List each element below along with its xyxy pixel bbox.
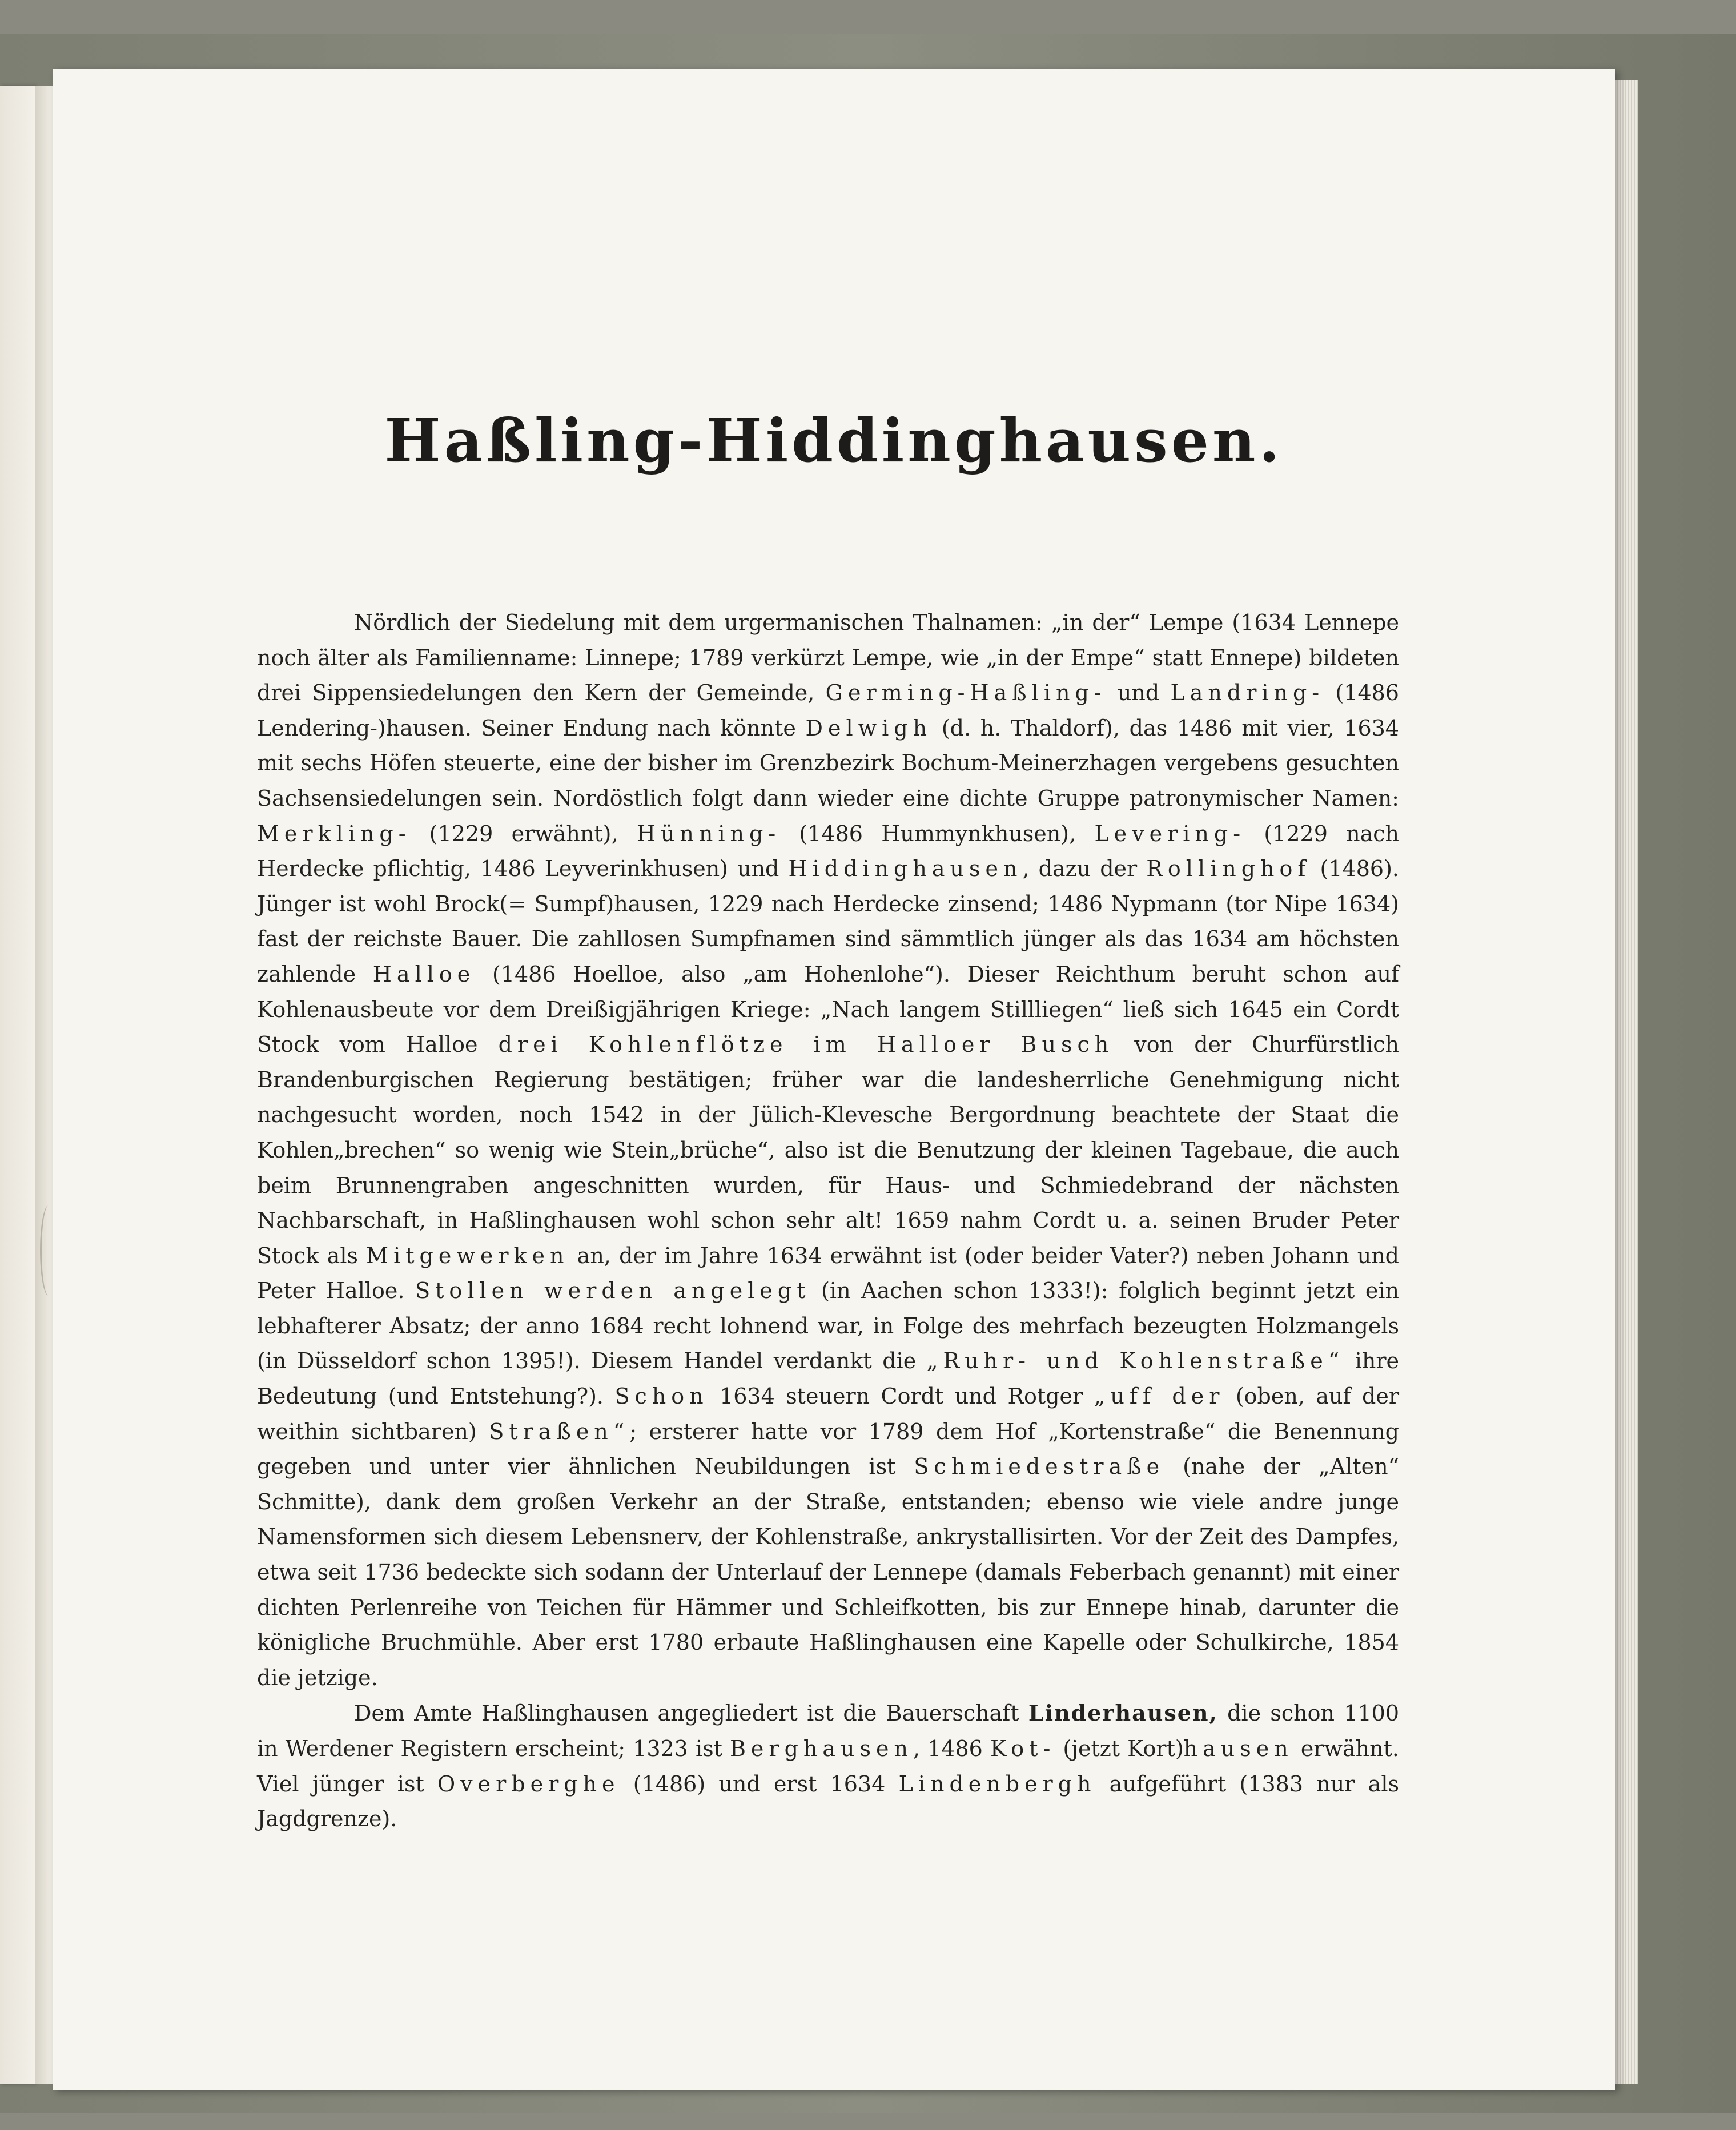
page-title: Haßling-Hiddinghausen. [384,405,1283,476]
text-run: , 1486 [913,1736,990,1761]
spaced-place-name: Halloe [372,961,476,987]
text-run: Nördlich der Siedelung mit dem urgermanischen Thalnamen: „in der“ Lempe (1634 Lennepe noch älter als Familienname: Linnepe; 1789 verkürzt Lempe, wie „in der Empe“ statt Ennepe) bildeten drei Sippensiedelungen den Kern der Gemeinde, [257,610,1399,706]
text-run: (1486 Hoelloe, also „am Hohenlohe“). Dieser Reichthum beruht schon auf Kohlenausbeute vor dem Dreißigjährigen Kriege: „Nach langem Stillliegen“ ließ sich 1645 ein Cordt Stock vom Halloe [257,961,1399,1058]
book-gutter [35,86,53,2084]
paragraph [257,1695,1399,1836]
text-run: ihre Bedeutung (und Entstehung?). [257,1348,1400,1409]
text-run: an, der im Jahre 1634 erwähnt ist (oder beider Vater?) neben Johann und Peter Halloe. [257,1243,1399,1304]
text-run: (1229 nach Herdecke pflichtig, 1486 Leyverinkhusen) und [257,821,1400,882]
text-run: Dem Amte Haßlinghausen angegliedert ist die Bauerschaft [354,1701,1028,1726]
text-run: 1634 steuern Cordt und Rotger [708,1384,1094,1409]
spaced-place-name: Lindenbergh [898,1771,1096,1797]
spaced-place-name: Schmiedestraße [914,1454,1165,1480]
text-run: ; ersterer hatte vor 1789 dem Hof „Kortenstraße“ die Benennung gegeben und unter vier ähnlichen Neubildungen ist [257,1418,1399,1480]
text-run: (jetzt Kort) [1055,1736,1184,1761]
spaced-place-name: Schon [614,1384,709,1409]
text-run: (1486). Jünger ist wohl Brock(= Sumpf)hausen, 1229 nach Herdecke zinsend; 1486 Nypmann (tor Nipe 1634) fast der reichste Bauer. Die zahllosen Sumpfnamen sind sämmtlich jünger als das 1634 am höchsten zahlende [257,856,1399,987]
spaced-place-name: Delwigh [805,715,933,741]
spaced-place-name: Merkling- [257,821,411,846]
text-run: (1486 Hummynkhusen), [781,821,1095,846]
text-run: (nahe der „Alten“ Schmitte), dank dem großen Verkehr an der Straße, entstanden; ebenso wie viele andre junge Namensformen sich diesem Lebensnerv, der Kohlenstraße, ankrystallisirten. Vor der Zeit des Dampfes, etwa seit 1736 bedeckte sich sodann der Unterlauf der Lennepe (damals Feberbach genannt) mit einer dichten Perlenreihe von Teichen für Hämmer und Schleifkotten, bis zur Ennepe hinab, darunter die königliche Bruchmühle. Aber erst 1780 erbaute Haßlinghausen eine Kapelle oder Schulkirche, 1854 die jetzige. [257,1454,1399,1690]
spaced-place-name: Levering- [1094,821,1246,846]
bold-place-name: Linderhausen, [1028,1700,1218,1726]
text-run: (in Aachen schon 1333!): folglich beginnt jetzt ein lebhafterer Absatz; der anno 1684 recht lohnend war, in Folge des mehrfach bezeugten Holzmangels (in Düsseldorf schon 1395!). Diesem Handel verdankt die [257,1278,1399,1374]
spaced-place-name: Straßen“ [489,1418,630,1444]
spaced-place-name: „uff der [1094,1384,1225,1409]
spaced-place-name: Landring- [1170,680,1325,706]
text-run: und [1106,680,1171,706]
text-run: erwähnt. Viel jünger ist [257,1736,1399,1797]
text-run: (1486 Lendering-)hausen. Seiner Endung nach könnte [257,680,1399,741]
spaced-place-name: „Ruhr- und Kohlenstraße“ [926,1348,1345,1374]
text-run: von der Churfürstlich Brandenburgischen Regierung bestätigen; früher war die landesherrliche Genehmigung nicht nachgesucht worden, noch 1542 in der Jülich-Klevesche Bergordnung beachtete der Staat die Kohlen„brechen“ so wenig wie Stein„brüche“, also ist die Benutzung der kleinen Tagebaue, die auch beim Brunnengraben angeschnitten wurden, für Haus- und Schmiedebrand der nächsten Nachbarschaft, in Haßlinghausen wohl schon sehr alt! 1659 nahm Cordt u. a. seinen Bruder Peter Stock als [257,1032,1399,1268]
text-run: (oben, auf der weithin sichtbaren) [257,1384,1399,1444]
spaced-place-name: drei Kohlenflötze im Halloer Busch [498,1032,1114,1058]
text-run: (1229 erwähnt), [411,821,637,846]
page-stack-edge [1615,80,1638,2084]
spaced-place-name: Mitgewerken [366,1243,569,1268]
text-run: (1486) und erst 1634 [620,1771,899,1797]
text-run: aufgeführt (1383 nur als Jagdgrenze). [257,1771,1399,1832]
spaced-place-name: Hünning- [636,821,781,846]
spaced-place-name: Berghausen [729,1736,913,1761]
book-page [53,69,1615,2090]
spaced-place-name: Stollen werden angelegt [415,1278,811,1304]
text-run: (d. h. Thaldorf), das 1486 mit vier, 1634 mit sechs Höfen steuerte, eine der bisher im Grenzbezirk Bochum-Meinerzhagen vergebens gesuchten Sachsensiedelungen sein. Nordöstlich folgt dann wieder eine dichte Gruppe patronymischer Namen: [257,715,1399,811]
spaced-place-name: Germing-Haßling- [825,680,1107,706]
body-text [257,605,1399,1837]
spaced-place-name: Rollinghof [1146,856,1311,882]
left-page-edge [0,86,35,2084]
spaced-place-name: hausen [1183,1736,1293,1761]
paragraph [257,605,1399,1695]
spaced-place-name: Hiddinghausen [788,856,1023,882]
text-run: die schon 1100 in Werdener Registern erscheint; 1323 ist [257,1701,1399,1761]
spaced-place-name: Overberghe [437,1771,620,1797]
text-run: , dazu der [1022,856,1147,882]
spaced-place-name: Kot- [990,1736,1056,1761]
